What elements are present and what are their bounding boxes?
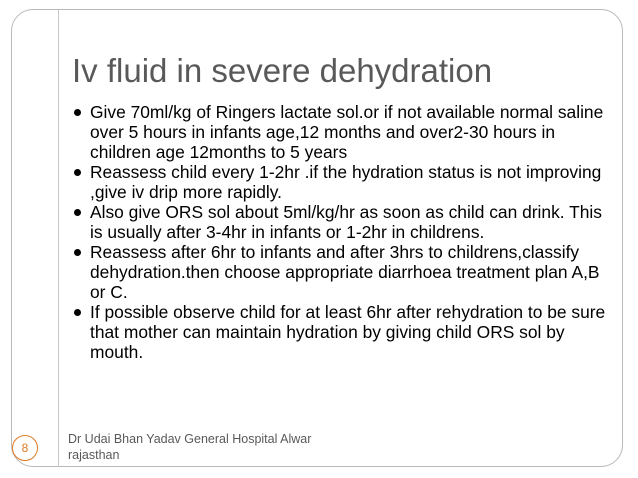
bullet-item-1: [70, 102, 610, 162]
page-number: 8: [21, 441, 29, 455]
page-number-badge: [12, 435, 38, 461]
bullet-dot-icon: [74, 169, 81, 176]
left-rule: [58, 10, 59, 467]
bullet-item-2: [70, 162, 610, 202]
bullet-text: If possible observe child for at least 6hr after rehydration to be sure that mother can maintain hydration by giving child ORS sol by mouth.: [90, 302, 606, 362]
bullet-dot-icon: [74, 109, 81, 116]
footer-line-1: Dr Udai Bhan Yadav General Hospital Alwar: [68, 432, 312, 446]
bullet-item-5: [70, 302, 610, 362]
bullet-text: Reassess after 6hr to infants and after 3hrs to childrens,classify dehydration.then choose appropriate diarrhoea treatment plan A,B or C.: [90, 242, 600, 302]
bullet-dot-icon: [74, 249, 81, 256]
footer-line-2: rajasthan: [68, 448, 120, 462]
bullet-item-4: [70, 242, 610, 302]
bullet-text: Give 70ml/kg of Ringers lactate sol.or if not available normal saline over 5 hours in infants age,12 months and over2-30 hours in children age 12months to 5 years: [90, 102, 604, 162]
slide-title: Iv fluid in severe dehydration: [72, 52, 493, 89]
bullet-text: Reassess child every 1-2hr .if the hydration status is not improving ,give iv drip more rapidly.: [90, 162, 602, 202]
bullet-item-3: [70, 202, 610, 242]
footer-text: [68, 431, 328, 463]
bullet-dot-icon: [74, 209, 81, 216]
bullet-list: [70, 102, 610, 362]
bullet-text: Also give ORS sol about 5ml/kg/hr as soon as child can drink. This is usually after 3-4hr in infants or 1-2hr in childrens.: [90, 202, 602, 242]
bullet-dot-icon: [74, 309, 81, 316]
